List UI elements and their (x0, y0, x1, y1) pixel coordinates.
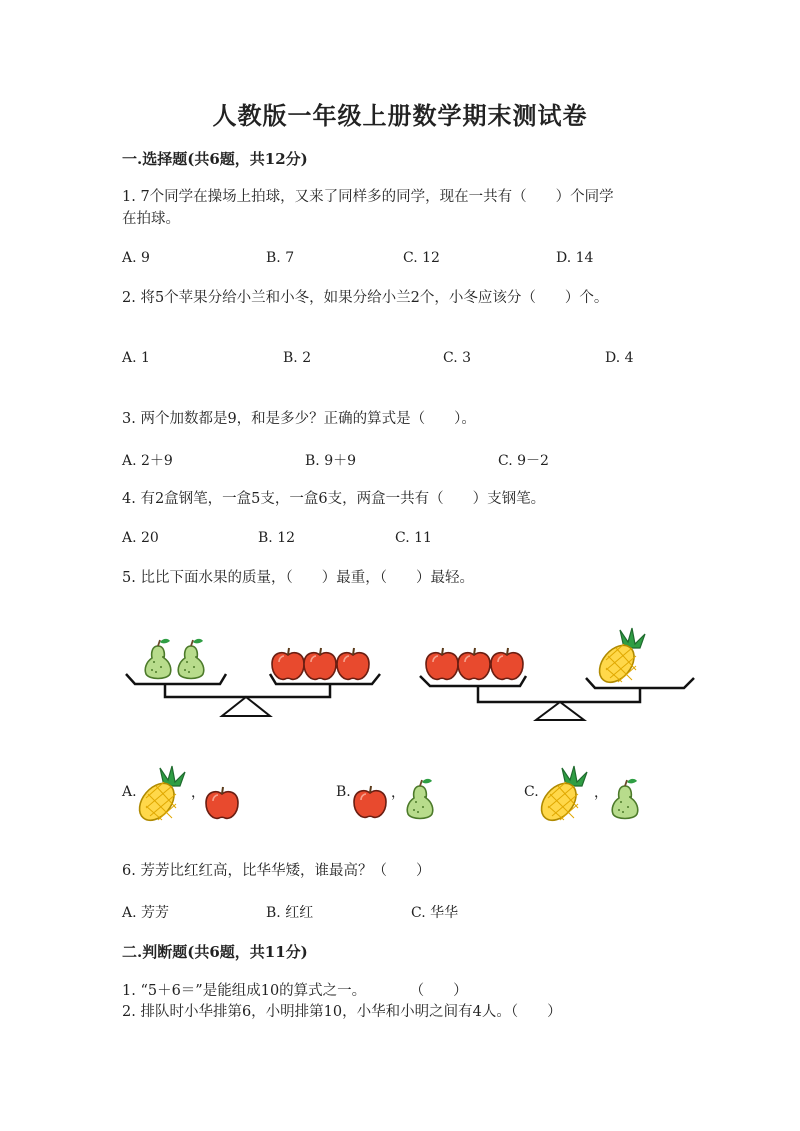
question-5-option-b-separator: ， (391, 785, 405, 801)
pineapple-icon (133, 766, 185, 827)
question-2-text: 2. 将5个苹果分给小兰和小冬，如果分给小兰2个，小冬应该分（ ）个。 (122, 290, 609, 306)
pineapple-icon (535, 766, 587, 827)
apple-icon (491, 648, 523, 679)
apple-icon (354, 786, 386, 817)
question-1-line-2: 在拍球。 (122, 211, 180, 227)
question-2-option-a[interactable]: A. 1 (122, 350, 150, 366)
question-1-option-d[interactable]: D. 14 (556, 250, 594, 266)
balance-scale-icon (126, 674, 380, 716)
question-5-option-a[interactable]: A. (122, 784, 137, 800)
question-5-option-a-separator: ， (191, 785, 205, 801)
question-1-option-b[interactable]: B. 7 (266, 250, 295, 266)
question-3-option-a[interactable]: A. 2＋9 (122, 453, 173, 469)
question-4-option-a[interactable]: A. 20 (122, 530, 159, 546)
question-1-line-1: 1. 7个同学在操场上拍球，又来了同样多的同学，现在一共有（ ）个同学 (122, 189, 614, 205)
apple-icon (206, 787, 238, 818)
question-5-option-b[interactable]: B. (336, 784, 351, 800)
pineapple-icon (593, 628, 645, 689)
judgment-question-2: 2. 排队时小华排第6，小明排第10，小华和小明之间有4人。（ ） (122, 1004, 562, 1020)
pear-icon (612, 779, 638, 819)
question-6-option-c[interactable]: C. 华华 (411, 905, 459, 921)
question-2-option-d[interactable]: D. 4 (605, 350, 634, 366)
question-1-option-a[interactable]: A. 9 (122, 250, 150, 266)
question-3-option-c[interactable]: C. 9－2 (498, 453, 549, 469)
apple-icon (337, 648, 369, 679)
question-6-text: 6. 芳芳比红红高，比华华矮，谁最高？（ ） (122, 863, 431, 879)
apple-icon (272, 648, 304, 679)
question-5-option-c[interactable]: C. (524, 784, 539, 800)
question-5-option-c-separator: ， (594, 785, 608, 801)
question-6-option-b[interactable]: B. 红红 (266, 905, 314, 921)
pear-icon (178, 639, 204, 679)
question-3-text: 3. 两个加数都是9，和是多少？正确的算式是（ ）。 (122, 411, 476, 427)
pear-icon (145, 639, 171, 679)
question-4-option-b[interactable]: B. 12 (258, 530, 296, 546)
balance-scale-icon (420, 676, 694, 720)
question-6-option-a[interactable]: A. 芳芳 (122, 905, 170, 921)
question-2-option-b[interactable]: B. 2 (283, 350, 312, 366)
question-2-option-c[interactable]: C. 3 (443, 350, 472, 366)
question-3-option-b[interactable]: B. 9＋9 (305, 453, 357, 469)
question-1-option-c[interactable]: C. 12 (403, 250, 440, 266)
apple-icon (426, 648, 458, 679)
question-5-text: 5. 比比下面水果的质量，（ ）最重，（ ）最轻。 (122, 570, 474, 586)
pear-icon (407, 779, 433, 819)
page-title: 人教版一年级上册数学期末测试卷 (212, 101, 588, 130)
section-heading-multiple-choice: 一.选择题(共6题，共12分) (122, 150, 308, 168)
question-4-option-c[interactable]: C. 11 (395, 530, 432, 546)
question-4-text: 4. 有2盒钢笔，一盒5支，一盒6支，两盒一共有（ ）支钢笔。 (122, 491, 546, 507)
judgment-question-1: 1. “5＋6＝”是能组成10的算式之一。 （ ） (122, 983, 468, 999)
section-heading-true-false: 二.判断题(共6题，共11分) (122, 943, 308, 961)
apple-icon (458, 648, 490, 679)
apple-icon (304, 648, 336, 679)
